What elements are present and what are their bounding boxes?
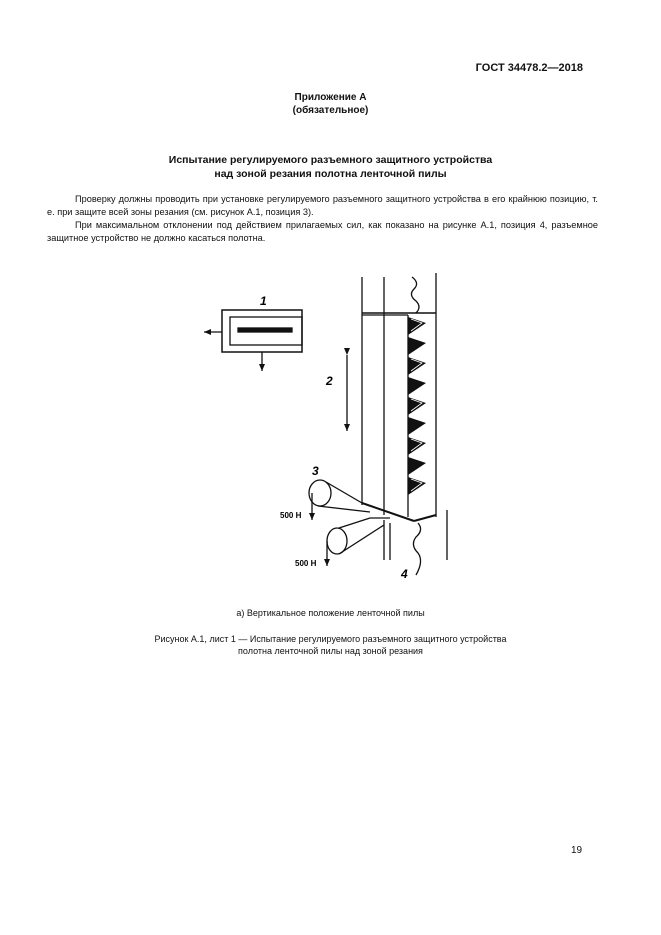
force-label-upper: 500 Н — [280, 511, 302, 520]
annex-status: (обязательное) — [292, 105, 369, 116]
figure-subcaption: а) Вертикальное положение ленточной пилы — [236, 608, 425, 618]
paragraph-2: При максимальном отклонении под действием прилагаемых сил, как показано на рисунке А.1, позиция 4, разъемное защитное устройство не должно касаться полотна. — [47, 220, 598, 243]
paragraph-1: Проверку должны проводить при установке регулируемого разъемного защитного устройства в его крайнюю позицию, т. е. при защите всей зоны резания (см. рисунок А.1, позиция 3). — [47, 194, 598, 217]
saw-blade-teeth — [408, 317, 426, 495]
figure-caption-line1: Рисунок А.1, лист 1 — Испытание регулируемого разъемного защитного устройства — [154, 634, 507, 644]
figure-a1 — [190, 265, 470, 585]
figure-caption — [0, 633, 661, 657]
force-label-lower: 500 Н — [295, 559, 317, 568]
section-heading — [0, 153, 661, 181]
figure-caption-line2: полотна ленточной пилы над зоной резания — [238, 646, 423, 656]
annex-block — [0, 91, 661, 117]
guard-top-view — [204, 310, 302, 371]
label-position-1: 1 — [260, 294, 267, 308]
figure-drawing — [190, 265, 470, 585]
annex-title: Приложение А — [294, 92, 367, 103]
blade-wave-top — [411, 277, 419, 313]
section-heading-line1: Испытание регулируемого разъемного защитного устройства — [168, 154, 493, 166]
label-position-2: 2 — [326, 374, 333, 388]
saw-column — [362, 273, 447, 560]
body-text — [47, 193, 598, 245]
blade-wave-bottom — [413, 523, 420, 575]
label-position-3: 3 — [312, 464, 319, 478]
document-code: ГОСТ 34478.2—2018 — [475, 62, 583, 74]
section-heading-line2: над зоной резания полотна ленточной пилы — [214, 168, 447, 180]
page-number: 19 — [571, 845, 583, 856]
label-position-4: 4 — [401, 567, 408, 581]
